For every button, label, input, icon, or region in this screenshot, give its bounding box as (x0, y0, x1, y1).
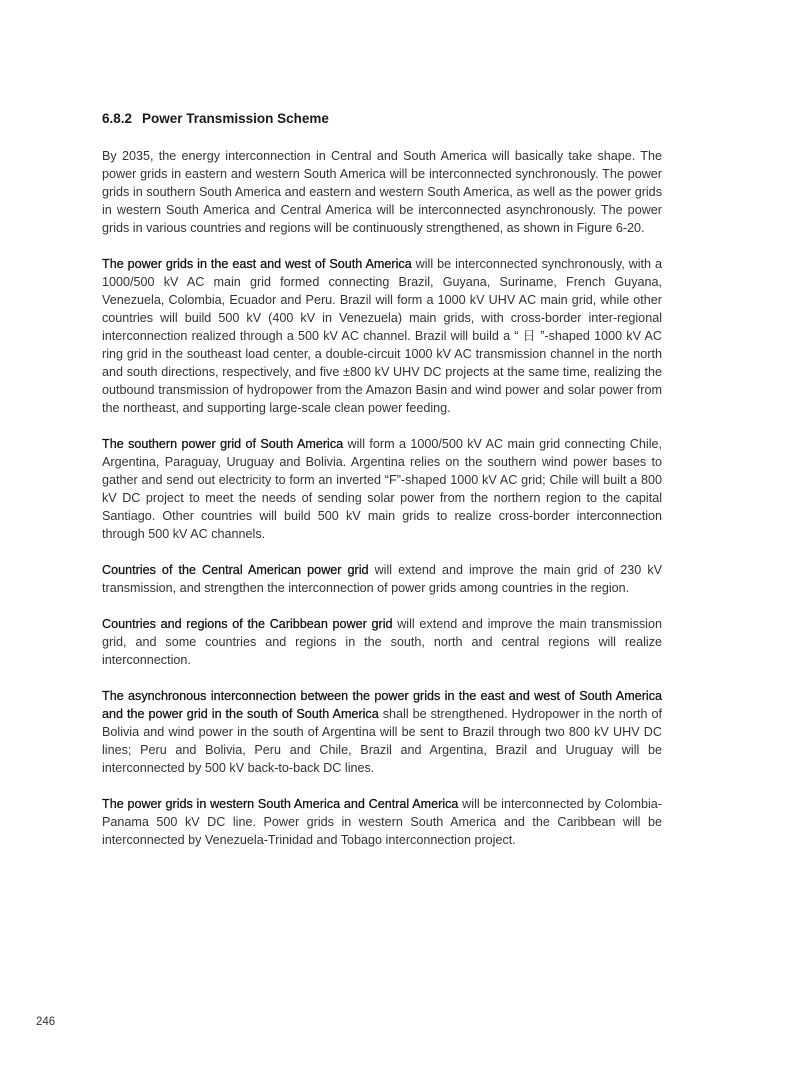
paragraph-central-america (102, 561, 662, 597)
paragraph-asynchronous-interconnection (102, 687, 662, 777)
paragraph-caribbean (102, 615, 662, 669)
paragraph-text: will form a 1000/500 kV AC main grid connecting Chile, Argentina, Paraguay, Uruguay and Bolivia. Argentina relies on the southern wind power bases to gather and send out electricity to form an inverted “F”-shaped 1000 kV AC grid; Chile will built a 800 kV DC project to meet the needs of sending solar power from the northern region to the capital Santiago. Other countries will build 500 kV main grids to realize cross-border interconnection through 500 kV AC channels. (102, 437, 662, 541)
paragraph-western-south-america-central-america (102, 795, 662, 849)
section-number: 6.8.2 (102, 111, 133, 126)
body-text (102, 147, 662, 867)
paragraph-lead: The power grids in western South America and Central America (102, 797, 459, 811)
paragraph-text: will extend and improve the main transmission grid, and some countries and regions in the south, north and central regions will realize interconnection. (102, 617, 662, 667)
paragraph-east-west-south-america (102, 255, 662, 417)
paragraph-lead: Countries of the Central American power grid (102, 563, 369, 577)
page-number: 246 (36, 1016, 56, 1028)
paragraph-southern-south-america (102, 435, 662, 543)
paragraph-text: will be interconnected by Colombia-Panama 500 kV DC line. Power grids in western South America and the Caribbean will be interconnected by Venezuela-Trinidad and Tobago interconnection project. (102, 797, 662, 847)
paragraph-lead: The power grids in the east and west of South America (102, 257, 412, 271)
section-title: Power Transmission Scheme (142, 111, 329, 126)
paragraph-lead: Countries and regions of the Caribbean power grid (102, 617, 393, 631)
paragraph-text: shall be strengthened. Hydropower in the north of Bolivia and wind power in the south of Argentina will be sent to Brazil through two 800 kV UHV DC lines; Peru and Bolivia, Peru and Chile, Brazil and Argentina, Brazil and Uruguay will be interconnected by 500 kV back-to-back DC lines. (102, 707, 662, 775)
section-heading (102, 111, 329, 126)
paragraph-text: will be interconnected synchronously, with a 1000/500 kV AC main grid formed connecting Brazil, Guyana, Suriname, French Guyana, Venezuela, Colombia, Ecuador and Peru. Brazil will form a 1000 kV UHV AC main grid, while other countries will build 500 kV (400 kV in Venezuela) main grids, with cross-border inter-regional interconnection realized through a 500 kV AC channel. Brazil will build a “ 日 ”-shaped 1000 kV AC ring grid in the southeast load center, a double-circuit 1000 kV AC transmission channel in the north and south directions, respectively, and five ±800 kV UHV DC projects at the same time, realizing the outbound transmission of hydropower from the Amazon Basin and wind power and solar power from the northeast, and supporting large-scale clean power feeding. (102, 257, 662, 415)
paragraph-lead: The asynchronous interconnection between the power grids in the east and west of South America and the power grid in the south of South America (102, 689, 662, 721)
paragraph-intro (102, 147, 662, 237)
paragraph-text: will extend and improve the main grid of 230 kV transmission, and strengthen the interconnection of power grids among countries in the region. (102, 563, 663, 595)
paragraph-text: By 2035, the energy interconnection in Central and South America will basically take shape. The power grids in eastern and western South America will be interconnected synchronously. The power grids in southern South America and eastern and western South America, as well as the power grids in western South America and Central America will be interconnected asynchronously. The power grids in various countries and regions will be continuously strengthened, as shown in Figure 6-20. (102, 149, 662, 235)
paragraph-lead: The southern power grid of South America (102, 437, 344, 451)
